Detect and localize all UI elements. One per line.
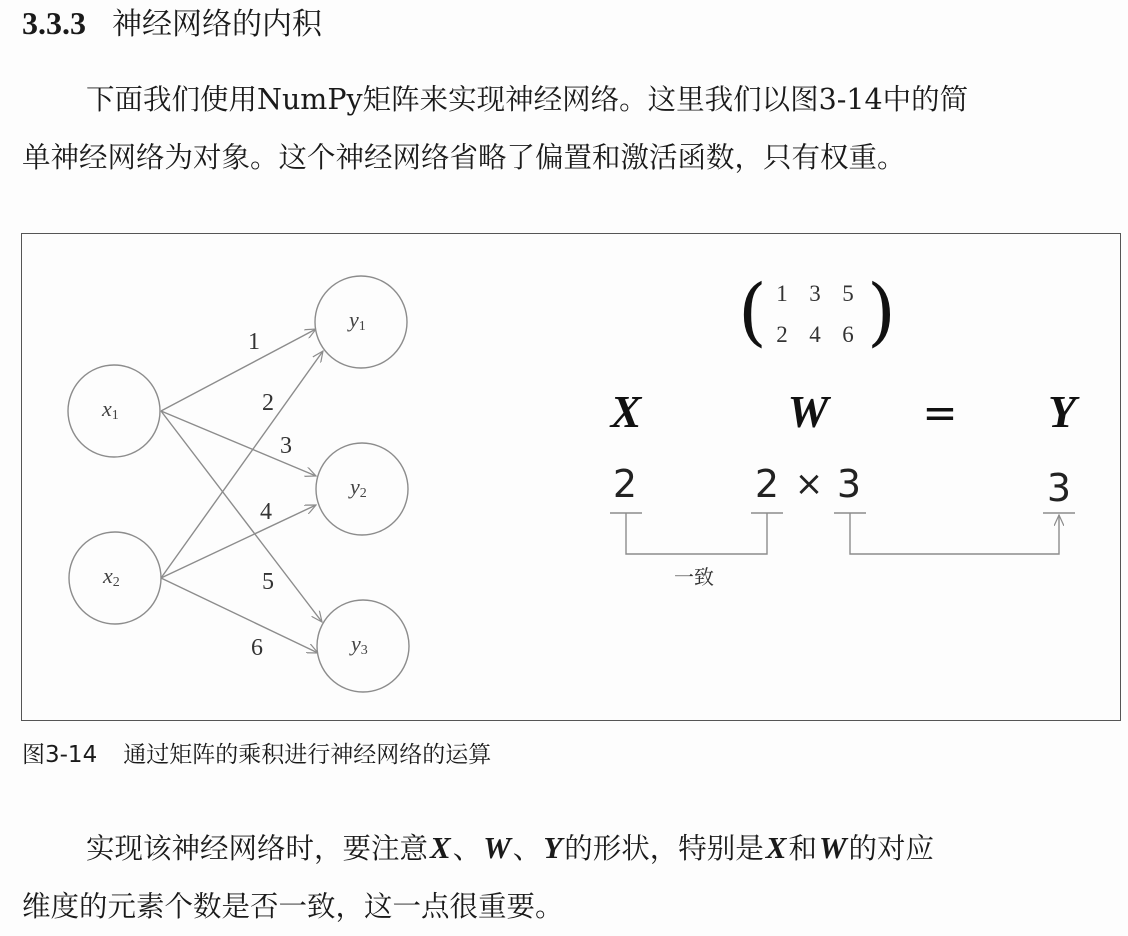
figure-caption bbox=[22, 737, 491, 773]
matrix-cell: 5 bbox=[842, 281, 854, 306]
matrix-cell: 1 bbox=[776, 281, 788, 306]
intro-paragraph bbox=[22, 71, 1122, 187]
label-y1: y1 bbox=[349, 307, 366, 334]
edge-x1-y1 bbox=[161, 329, 316, 411]
weight-3: 3 bbox=[280, 433, 292, 459]
matrix-cell: 6 bbox=[842, 322, 854, 347]
network-edges bbox=[161, 329, 323, 653]
matrix-right-paren: ) bbox=[867, 269, 896, 355]
note-paragraph bbox=[22, 819, 1122, 936]
equation-y: Y bbox=[1047, 386, 1077, 437]
caption-text: 通过矩阵的乘积进行神经网络的运算 bbox=[123, 742, 492, 768]
symbol-w: W bbox=[818, 830, 847, 865]
note-line-2: 维度的元素个数是否一致，这一点很重要。 bbox=[22, 890, 564, 923]
symbol-w: W bbox=[483, 830, 511, 865]
shape-w-rows: 2 bbox=[754, 462, 780, 506]
shape-w-cols: 3 bbox=[836, 462, 862, 506]
symbol-y: Y bbox=[543, 830, 563, 865]
symbol-x: X bbox=[765, 830, 787, 865]
weight-4: 4 bbox=[260, 499, 272, 525]
matrix-cell: 4 bbox=[809, 322, 821, 347]
weight-6: 6 bbox=[251, 635, 263, 661]
section-title: 神经网络的内积 bbox=[112, 7, 322, 42]
intro-line-2: 单神经网络为对象。这个神经网络省略了偏置和激活函数，只有权重。 bbox=[22, 141, 906, 174]
network-diagram bbox=[22, 234, 1122, 722]
label-y3: y3 bbox=[351, 631, 368, 658]
matrix-cell: 2 bbox=[776, 322, 788, 347]
shape-y: 3 bbox=[1046, 466, 1072, 510]
equation-x: X bbox=[610, 386, 642, 437]
shape-brackets bbox=[610, 513, 1075, 554]
equation-equals: = bbox=[922, 388, 958, 437]
section-heading bbox=[22, 0, 322, 48]
edge-x1-y2 bbox=[161, 411, 316, 476]
label-y2: y2 bbox=[350, 474, 367, 501]
shape-times: × bbox=[794, 464, 824, 504]
equation-w: W bbox=[787, 386, 829, 437]
weight-matrix bbox=[738, 269, 896, 355]
note-text-a: 实现该神经网络时，要注意 bbox=[86, 832, 429, 865]
note-line-1 bbox=[22, 819, 1122, 878]
section-number: 3.3.3 bbox=[22, 5, 86, 41]
figure-3-14 bbox=[21, 233, 1121, 721]
weight-1: 1 bbox=[248, 329, 260, 355]
match-annotation: 一致 bbox=[674, 565, 714, 589]
matrix-left-paren: ( bbox=[738, 269, 767, 355]
weight-5: 5 bbox=[262, 569, 274, 595]
shape-x: 2 bbox=[612, 462, 638, 506]
note-text-d: 的对应 bbox=[848, 832, 935, 865]
matrix-cell: 3 bbox=[809, 281, 821, 306]
separator: 、 bbox=[452, 832, 482, 865]
edge-x2-y2 bbox=[161, 505, 316, 578]
separator: 、 bbox=[512, 832, 542, 865]
edge-x1-y3 bbox=[161, 411, 322, 622]
label-x1: x1 bbox=[102, 396, 119, 423]
weight-2: 2 bbox=[262, 390, 274, 416]
caption-label: 图3-14 bbox=[22, 742, 98, 768]
edge-x2-y1 bbox=[161, 351, 323, 578]
symbol-x: X bbox=[430, 830, 451, 865]
edge-x2-y3 bbox=[161, 578, 318, 653]
note-text-b: 的形状，特别是 bbox=[564, 832, 764, 865]
note-text-c: 和 bbox=[788, 832, 817, 865]
label-x2: x2 bbox=[103, 563, 120, 590]
intro-line-1: 下面我们使用NumPy矩阵来实现神经网络。这里我们以图3-14中的简 bbox=[86, 83, 969, 116]
